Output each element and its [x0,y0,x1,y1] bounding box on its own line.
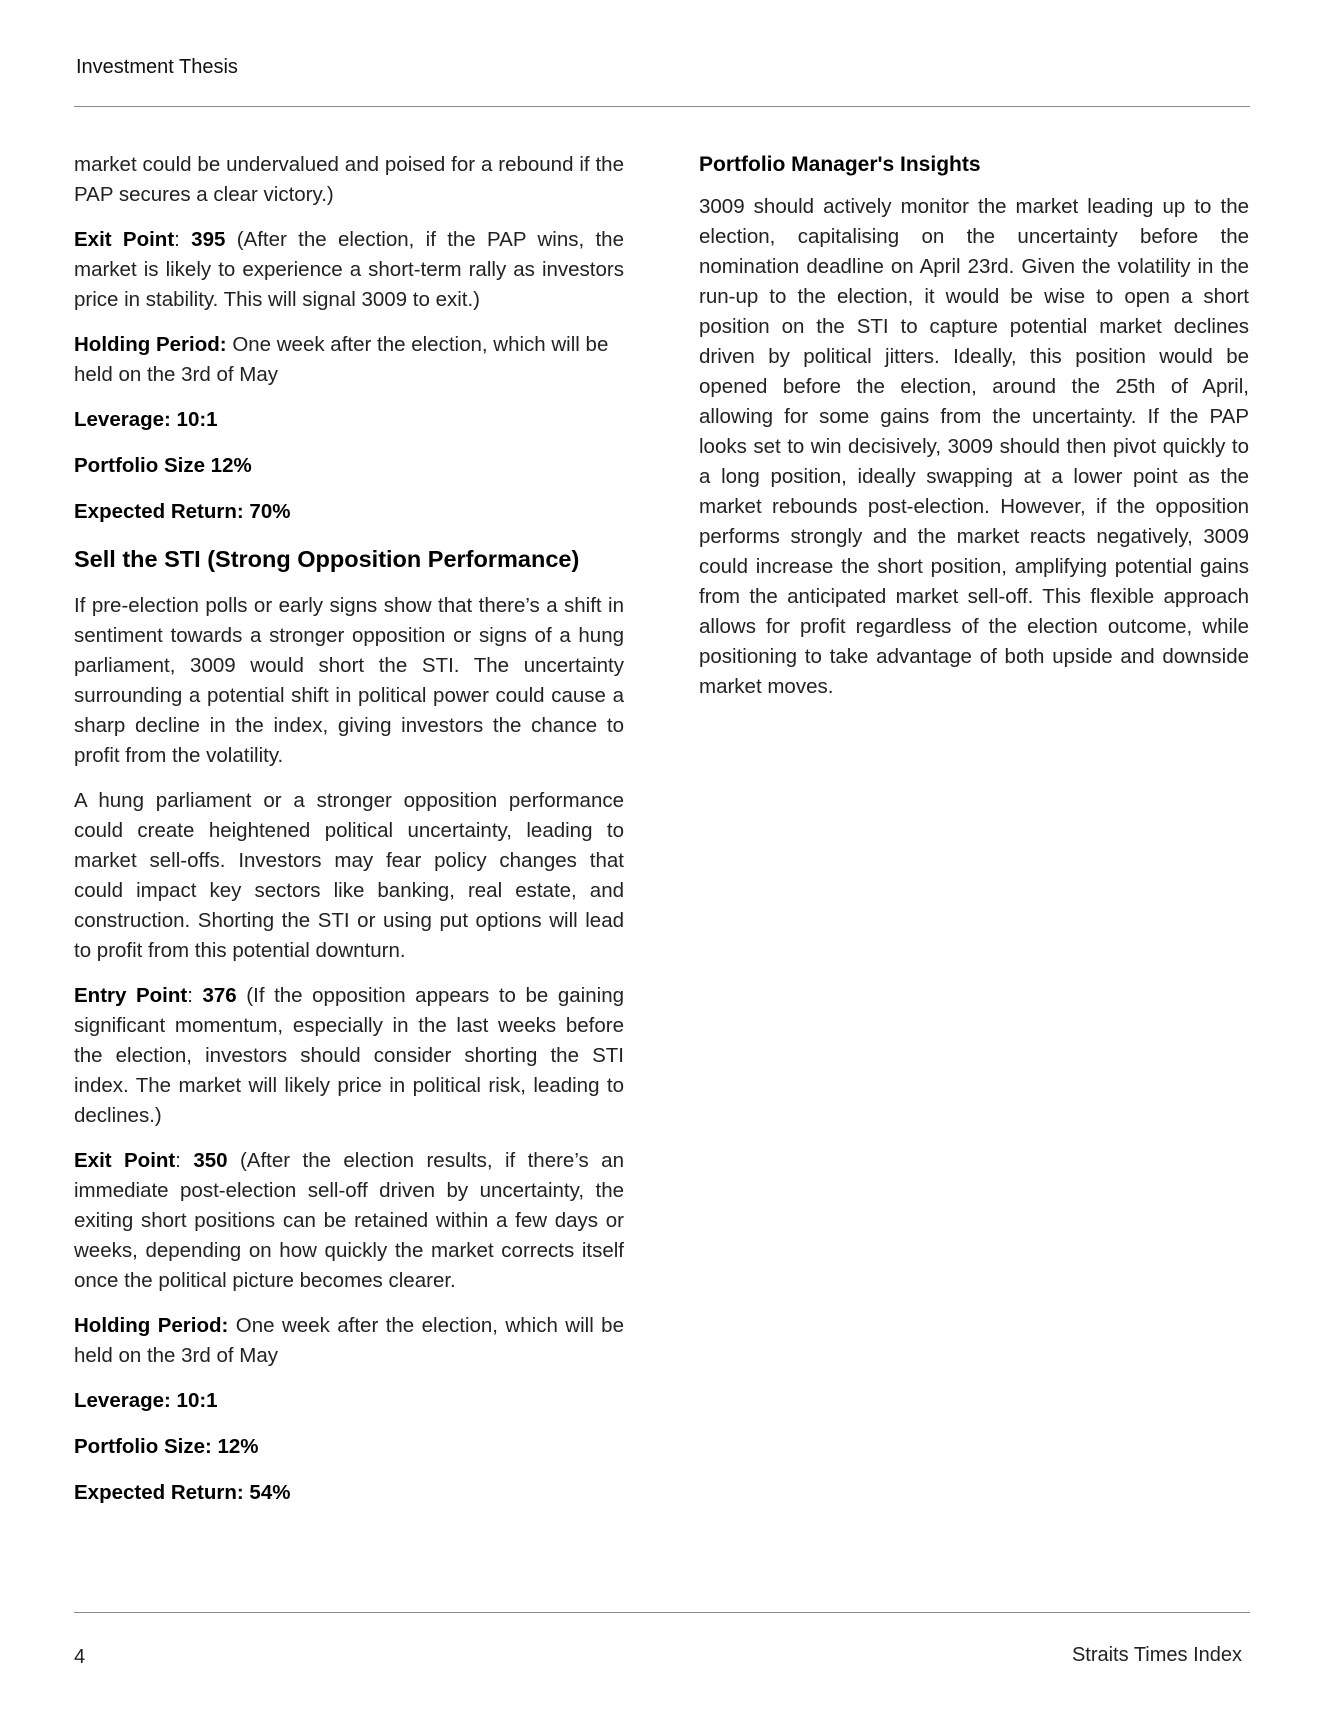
right-column [699,150,1249,717]
sell-entry-label: Entry Point [74,984,188,1007]
sell-paragraph-1: If pre-election polls or early signs show that there’s a shift in sentiment towards a stronger opposition or signs of a hung parliament, 3009 would short the STI. The uncertainty surrounding a potential shift in political power could cause a sharp decline in the index, giving investors the chance to profit from the volatility. [74,594,624,767]
sell-entry-text: (If the opposition appears to be gaining significant momentum, especially in the last weeks before the election, investors should consider shorting the STI index. The market will likely price in political risk, leading to declines.) [74,984,624,1127]
buy-expected-return: Expected Return: 70% [74,500,291,523]
header-divider [74,106,1250,107]
intro-continuation: market could be undervalued and poised for a rebound if the PAP secures a clear victory.) [74,153,624,206]
sell-leverage: Leverage: 10:1 [74,1389,218,1412]
sell-holding-period [74,1311,624,1371]
page-number: 4 [74,1646,86,1668]
buy-holding-period [74,330,624,390]
buy-holding-text: One week after the election, which will be held on the 3rd of May [74,333,609,386]
insights-body: 3009 should actively monitor the market leading up to the election, capitalising on the uncertainty before the nomination deadline on April 23rd. Given the volatility in the run-up to the election, it would be wise to open a short position on the STI to capture potential market declines driven by political jitters. Ideally, this position would be opened before the election, around the 25th of April, allowing for some gains from the uncertainty. If the PAP looks set to win decisively, 3009 should then pivot quickly to a long position, ideally swapping at a lower point as the market rebounds post-election. However, if the opposition performs strongly and the market reacts negatively, 3009 could increase the short position, amplifying potential gains from the anticipated market sell-off. This flexible approach allows for profit regardless of the election outcome, while positioning to take advantage of both upside and downside market moves. [699,195,1249,698]
buy-exit-point: Exit Point: 395 (After the election, if the PAP wins, the market is likely to experience a short-term rally as investors price in stability. This will signal 3009 to exit.) [74,228,624,311]
footer-divider [74,1612,1250,1613]
buy-portfolio-size: Portfolio Size 12% [74,454,252,477]
sell-section-heading: Sell the STI (Strong Opposition Performance) [74,546,580,572]
sell-exit-value: 350 [193,1149,228,1172]
sell-expected-return: Expected Return: 54% [74,1481,291,1504]
buy-holding-label: Holding Period: [74,333,227,356]
buy-exit-value: 395 [191,228,226,251]
sell-holding-label: Holding Period: [74,1314,229,1337]
buy-exit-text: (After the election, if the PAP wins, the market is likely to experience a short-term rally as investors price in stability. This will signal 3009 to exit.) [74,228,624,311]
insights-heading: Portfolio Manager's Insights [699,153,981,176]
sell-portfolio-size: Portfolio Size: 12% [74,1435,259,1458]
left-column [74,150,624,1524]
buy-exit-label: Exit Point [74,228,175,251]
buy-leverage: Leverage: 10:1 [74,408,218,431]
sell-paragraph-2: A hung parliament or a stronger opposition performance could create heightened political uncertainty, leading to market sell-offs. Investors may fear policy changes that could impact key sectors like banking, real estate, and construction. Shorting the STI or using put options will lead to profit from this potential downturn. [74,789,624,962]
sell-entry-point: Entry Point: 376 (If the opposition appears to be gaining significant momentum, especially in the last weeks before the election, investors should consider shorting the STI index. The market will likely price in political risk, leading to declines.) [74,984,624,1127]
sell-exit-text: (After the election results, if there’s an immediate post-election sell-off driven by uncertainty, the exiting short positions can be retained within a few days or weeks, depending on how quickly the market corrects itself once the political picture becomes clearer. [74,1149,624,1292]
sell-exit-label: Exit Point [74,1149,176,1172]
running-header: Investment Thesis [76,56,238,78]
sell-exit-point: Exit Point: 350 (After the election results, if there’s an immediate post-election sell-off driven by uncertainty, the exiting short positions can be retained within a few days or weeks, depending on how quickly the market corrects itself once the political picture becomes clearer. [74,1149,624,1292]
sell-entry-value: 376 [202,984,237,1007]
footer-title: Straits Times Index [1071,1644,1242,1666]
sell-holding-text: One week after the election, which will be held on the 3rd of May [74,1314,624,1367]
